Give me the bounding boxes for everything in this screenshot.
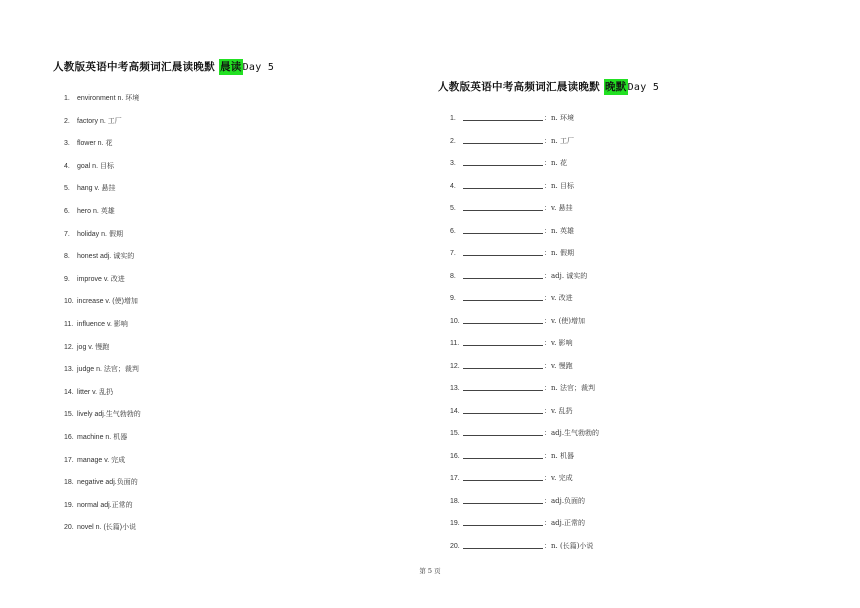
item-number: 20. [64, 524, 74, 532]
item-word: flower n. [77, 140, 104, 148]
answer-blank[interactable] [463, 181, 543, 189]
list-item [450, 383, 595, 395]
answer-blank[interactable] [463, 158, 543, 166]
item-definition: ：adj.正常的 [544, 519, 586, 527]
item-definition: ：n. 环境 [544, 114, 574, 122]
item-meaning: 法官；裁判 [103, 365, 139, 374]
item-definition: ：v. 慢跑 [544, 361, 573, 370]
list-item [450, 248, 574, 260]
item-number: 13. [64, 366, 74, 374]
item-number: 16. [450, 452, 460, 460]
item-meaning: 目标 [100, 161, 115, 170]
answer-blank[interactable] [463, 248, 543, 256]
item-number: 2. [64, 117, 70, 125]
answer-blank[interactable] [463, 293, 543, 301]
list-item [64, 364, 139, 376]
item-definition: ：n. 机器 [544, 451, 574, 460]
title-main: 人教版英语中考高频词汇晨读晚默 [53, 61, 215, 73]
item-number: 12. [450, 362, 460, 370]
item-word: manage v. [77, 456, 110, 464]
list-item [64, 116, 122, 128]
answer-blank[interactable] [463, 226, 543, 234]
list-item [450, 113, 574, 125]
answer-blank[interactable] [463, 518, 543, 526]
item-word: hang v. [77, 185, 100, 193]
item-number: 13. [450, 385, 460, 392]
answer-blank[interactable] [463, 428, 543, 436]
title-highlight: 晚默 [604, 81, 627, 93]
item-number: 4. [64, 162, 70, 170]
item-definition: ：v. 改进 [544, 294, 573, 302]
item-number: 1. [64, 95, 70, 102]
list-item [64, 206, 115, 218]
item-meaning: 机器 [113, 433, 128, 441]
list-item [64, 138, 112, 150]
item-definition: ：n. 法官；裁判 [544, 384, 595, 392]
answer-blank[interactable] [463, 496, 543, 504]
list-item [64, 455, 125, 467]
title-main: 人教版英语中考高频词汇晨读晚默 [438, 81, 600, 93]
item-number: 10. [64, 298, 74, 306]
list-item [450, 406, 573, 418]
page-title-right [438, 79, 659, 94]
item-number: 8. [64, 253, 70, 261]
item-number: 19. [450, 520, 460, 527]
item-word: litter v. [77, 388, 98, 396]
page-title-left [53, 59, 274, 74]
item-number: 6. [450, 227, 456, 235]
item-meaning: 影响 [113, 320, 128, 328]
item-meaning: 诚实的 [113, 252, 135, 261]
item-word: factory n. [77, 117, 106, 125]
item-number: 11. [450, 340, 460, 347]
item-word: negative adj.负面的 [77, 479, 138, 487]
answer-blank[interactable] [463, 316, 543, 324]
item-definition: ：n. 英雄 [544, 226, 574, 235]
item-number: 17. [64, 456, 74, 464]
item-definition: ：adj. 诚实的 [544, 271, 588, 280]
item-word: improve v. [77, 275, 109, 283]
item-word: hero n. [77, 208, 99, 215]
list-item [64, 500, 133, 512]
item-definition: ：adj.负面的 [544, 496, 586, 505]
item-number: 4. [450, 182, 456, 190]
item-number: 7. [450, 250, 456, 257]
item-meaning: 悬挂 [101, 184, 116, 193]
page-number: 第 5 页 [419, 567, 441, 575]
item-number: 15. [450, 430, 460, 437]
item-number: 18. [450, 497, 460, 505]
item-definition: ：v. 乱扔 [544, 406, 573, 415]
list-item [64, 296, 138, 308]
item-word: jog v. [77, 343, 94, 351]
list-item [64, 93, 139, 105]
list-item [450, 271, 587, 283]
item-number: 14. [450, 407, 460, 415]
list-item [64, 161, 114, 173]
item-meaning: 改进 [110, 274, 125, 283]
item-number: 5. [450, 205, 456, 212]
list-item [450, 518, 585, 530]
list-item [64, 183, 115, 195]
item-word: holiday n. [77, 230, 107, 238]
item-definition: ：n. 花 [544, 159, 567, 167]
item-number: 20. [450, 542, 460, 550]
item-word: machine n. [77, 434, 112, 441]
item-number: 16. [64, 434, 74, 441]
item-word: judge n. [77, 366, 102, 374]
item-definition: ：v. 悬挂 [544, 204, 573, 212]
item-number: 17. [450, 475, 460, 482]
list-item [450, 428, 599, 440]
item-number: 3. [450, 160, 456, 167]
answer-blank[interactable] [463, 203, 543, 211]
item-meaning: 乱扔 [99, 387, 114, 396]
answer-blank[interactable] [463, 383, 543, 391]
item-definition: ：n. (长篇)小说 [544, 541, 594, 550]
item-word: novel n. (长篇)小说 [77, 524, 137, 532]
list-item [64, 477, 138, 489]
item-definition: ：n. 工厂 [544, 136, 574, 145]
item-word: lively adj.生气勃勃的 [77, 411, 141, 419]
list-item [64, 319, 128, 331]
item-meaning: 完成 [111, 455, 126, 464]
item-word: normal adj.正常的 [77, 501, 133, 509]
list-item [64, 432, 127, 444]
item-word: goal n. [77, 162, 99, 170]
item-word: environment n. [77, 95, 124, 102]
item-definition: ：v. 影响 [544, 339, 573, 347]
item-number: 8. [450, 272, 456, 280]
list-item [450, 316, 585, 328]
answer-blank[interactable] [463, 406, 543, 414]
item-word: influence v. [77, 321, 112, 328]
item-definition: ：v. 完成 [544, 474, 573, 482]
item-number: 9. [64, 275, 70, 283]
list-item [64, 251, 134, 263]
item-definition: ：adj.生气勃勃的 [544, 429, 600, 437]
title-day: Day 5 [242, 62, 275, 73]
title-highlight: 晨读 [219, 61, 242, 73]
item-number: 7. [64, 230, 70, 238]
answer-blank[interactable] [463, 338, 543, 346]
list-item [450, 226, 574, 238]
item-meaning: 慢跑 [95, 342, 110, 351]
list-item [450, 136, 574, 148]
list-item [450, 541, 593, 553]
answer-blank[interactable] [463, 361, 543, 369]
item-number: 5. [64, 185, 70, 193]
item-number: 3. [64, 140, 70, 148]
list-item [64, 522, 136, 534]
list-item [64, 229, 123, 241]
item-meaning: 环境 [125, 94, 140, 102]
item-definition: ：v. (使)增加 [544, 316, 586, 325]
list-item [450, 361, 573, 373]
title-day: Day 5 [627, 82, 660, 93]
list-item [450, 473, 573, 485]
item-number: 12. [64, 343, 74, 351]
item-word: increase v. (使)增加 [77, 298, 138, 306]
list-item [450, 203, 573, 215]
item-number: 6. [64, 208, 70, 215]
answer-blank[interactable] [463, 473, 543, 481]
list-item [450, 158, 567, 170]
answer-blank[interactable] [463, 541, 543, 549]
item-number: 2. [450, 137, 456, 145]
answer-blank[interactable] [463, 136, 543, 144]
item-meaning: 英雄 [100, 207, 115, 215]
item-number: 14. [64, 388, 74, 396]
item-meaning: 花 [105, 139, 113, 148]
list-item [64, 409, 141, 421]
list-item [64, 387, 113, 399]
list-item [64, 342, 109, 354]
list-item [450, 181, 574, 193]
item-number: 10. [450, 317, 460, 325]
answer-blank[interactable] [463, 451, 543, 459]
item-number: 11. [64, 321, 74, 328]
item-meaning: 假期 [108, 229, 123, 238]
item-number: 9. [450, 295, 456, 302]
list-item [450, 338, 573, 350]
list-item [64, 274, 125, 286]
list-item [450, 293, 573, 305]
item-number: 18. [64, 479, 74, 487]
list-item [450, 496, 585, 508]
item-word: honest adj. [77, 253, 112, 261]
answer-blank[interactable] [463, 271, 543, 279]
item-definition: ：n. 假期 [544, 249, 574, 257]
answer-blank[interactable] [463, 113, 543, 121]
item-number: 19. [64, 501, 74, 509]
item-number: 1. [450, 115, 456, 122]
item-definition: ：n. 目标 [544, 181, 574, 190]
list-item [450, 451, 574, 463]
item-number: 15. [64, 411, 74, 419]
item-meaning: 工厂 [107, 116, 122, 125]
